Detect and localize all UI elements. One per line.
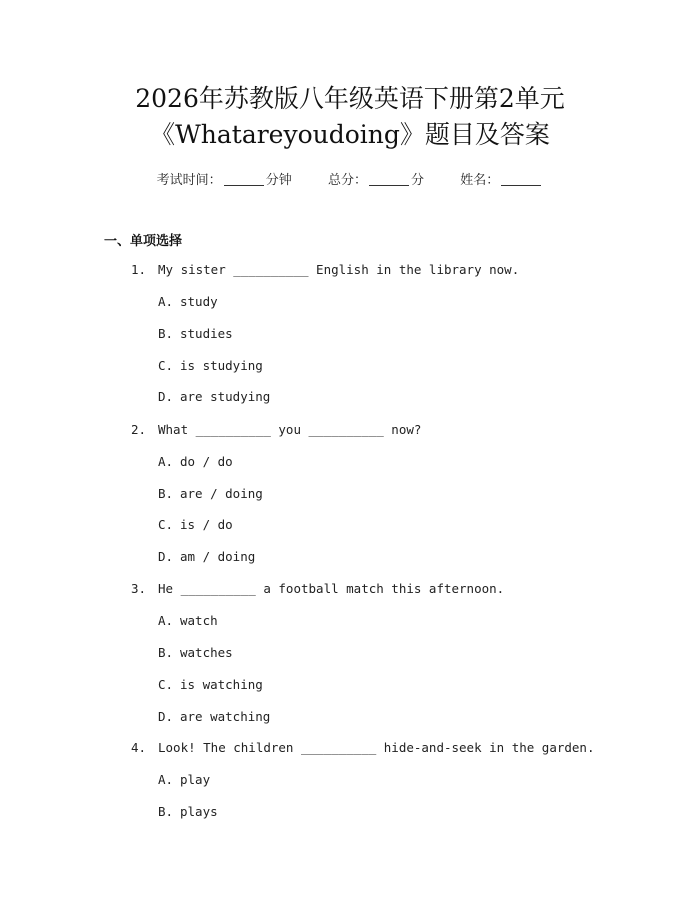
option-text: watch: [180, 613, 218, 628]
question-4-option-b: [158, 804, 218, 819]
question-1: [131, 262, 519, 277]
document-title-line-2: 《Whatareyoudoing》题目及答案: [150, 120, 550, 149]
question-3-option-a: [158, 613, 218, 628]
question-2: [131, 422, 421, 437]
option-text: is watching: [180, 677, 263, 692]
option-text: am / doing: [180, 549, 256, 564]
option-text: are watching: [180, 709, 271, 724]
question-3-option-c: [158, 677, 263, 692]
score-label: 总分：: [327, 173, 367, 188]
option-letter: C.: [158, 358, 174, 373]
question-2-option-a: [158, 454, 233, 469]
score-unit: 分: [411, 173, 425, 188]
question-2-option-b: [158, 486, 263, 501]
option-letter: B.: [158, 486, 174, 501]
score-blank: [369, 173, 409, 186]
option-letter: C.: [158, 677, 174, 692]
question-text: What __________ you __________ now?: [158, 422, 422, 437]
option-text: is studying: [180, 358, 263, 373]
option-text: study: [180, 294, 218, 309]
option-text: play: [180, 772, 211, 787]
option-letter: D.: [158, 389, 174, 404]
section-heading: 一、单项选择: [104, 234, 183, 249]
option-letter: A.: [158, 454, 174, 469]
option-letter: A.: [158, 613, 174, 628]
question-number: 4.: [131, 740, 147, 755]
question-4-option-a: [158, 772, 210, 787]
time-blank: [224, 173, 264, 186]
option-text: studies: [180, 326, 233, 341]
option-text: do / do: [180, 454, 233, 469]
name-label: 姓名：: [460, 173, 500, 188]
option-letter: B.: [158, 645, 174, 660]
exam-meta: [0, 169, 700, 188]
question-4: [131, 740, 595, 755]
question-2-option-c: [158, 517, 233, 532]
question-2-option-d: [158, 549, 255, 564]
option-text: plays: [180, 804, 218, 819]
question-1-option-b: [158, 326, 233, 341]
option-letter: C.: [158, 517, 174, 532]
option-text: watches: [180, 645, 233, 660]
question-3-option-d: [158, 709, 270, 724]
option-letter: A.: [158, 294, 174, 309]
question-1-option-d: [158, 389, 270, 404]
option-text: is / do: [180, 517, 233, 532]
document-title-line-1: 2026年苏教版八年级英语下册第2单元: [135, 84, 565, 113]
option-text: are / doing: [180, 486, 263, 501]
question-text: Look! The children __________ hide-and-seek in the garden.: [158, 740, 595, 755]
option-letter: D.: [158, 549, 174, 564]
option-letter: B.: [158, 326, 174, 341]
question-number: 3.: [131, 581, 147, 596]
option-letter: B.: [158, 804, 174, 819]
option-letter: A.: [158, 772, 174, 787]
time-label: 考试时间：: [156, 173, 222, 188]
option-letter: D.: [158, 709, 174, 724]
question-3: [131, 581, 504, 596]
question-3-option-b: [158, 645, 233, 660]
name-blank: [501, 173, 541, 186]
question-1-option-a: [158, 294, 218, 309]
option-text: are studying: [180, 389, 271, 404]
question-text: My sister __________ English in the library now.: [158, 262, 520, 277]
time-unit: 分钟: [265, 173, 292, 188]
question-text: He __________ a football match this afternoon.: [158, 581, 505, 596]
question-number: 2.: [131, 422, 147, 437]
question-1-option-c: [158, 358, 263, 373]
question-number: 1.: [131, 262, 147, 277]
